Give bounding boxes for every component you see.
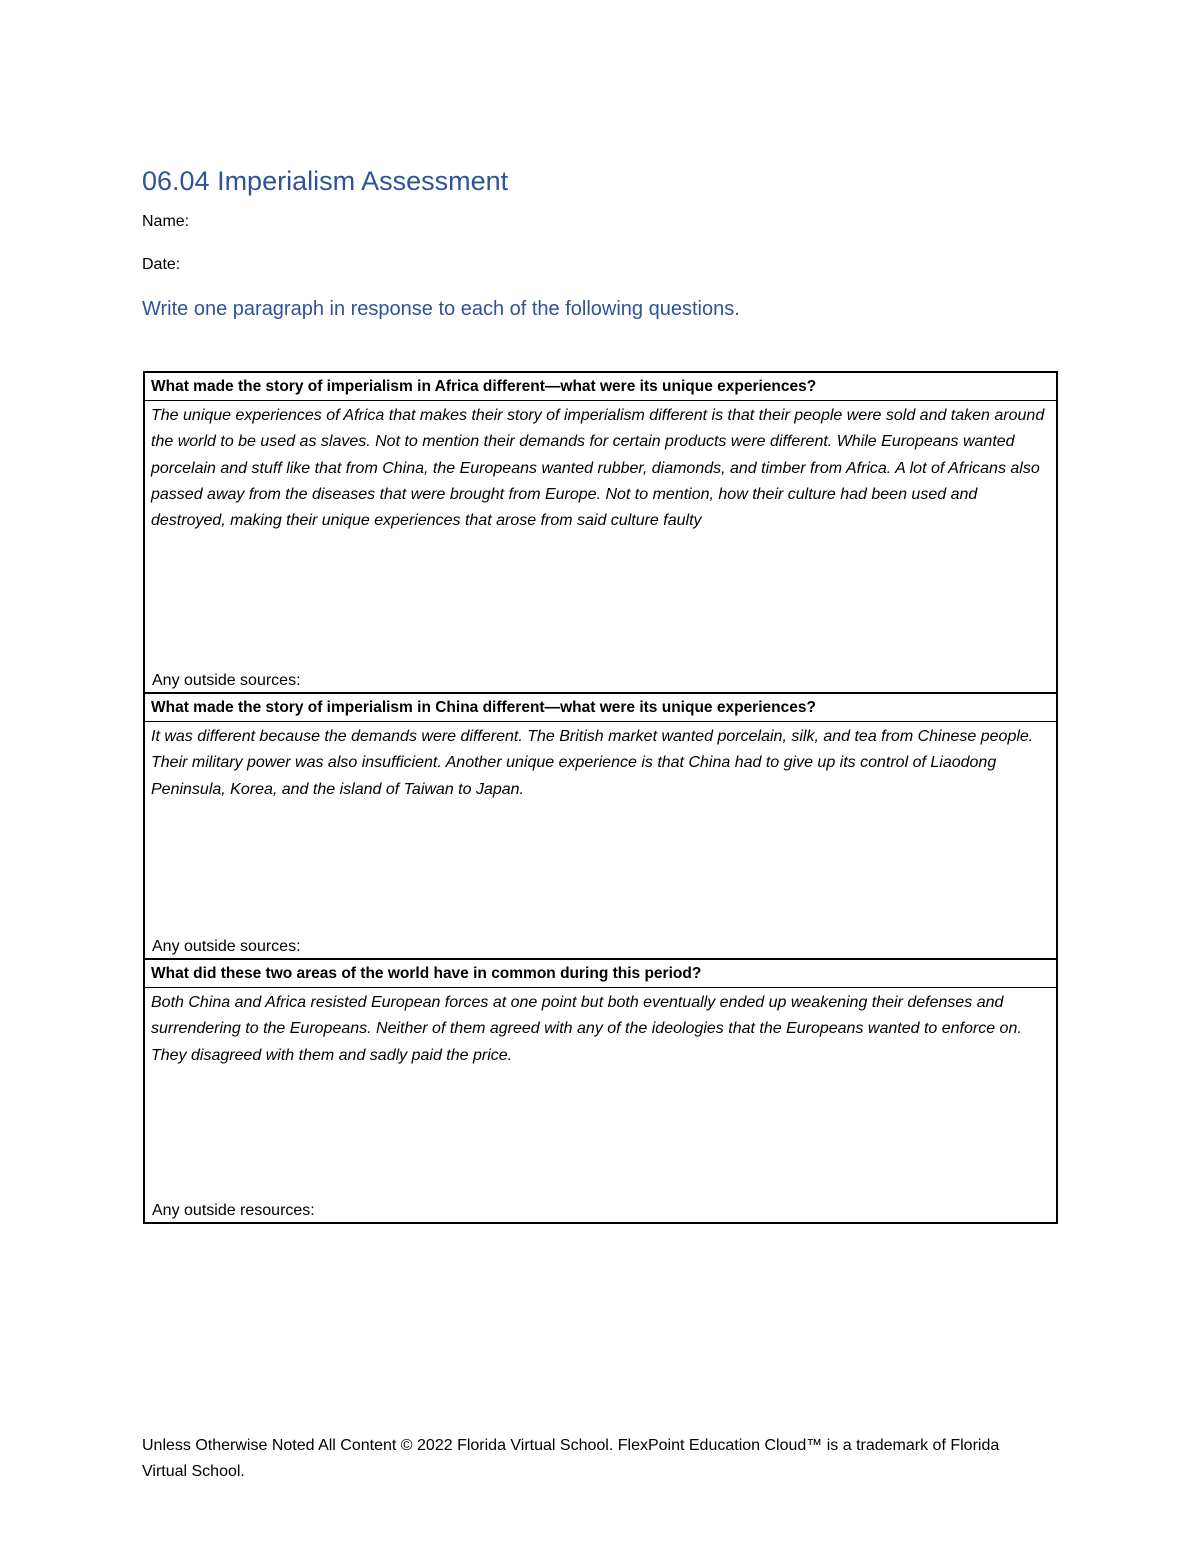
question-row (144, 693, 1057, 722)
sources-label-china: Any outside sources: (152, 938, 301, 955)
instructions-heading: Write one paragraph in response to each of the following questions. (142, 298, 740, 320)
answer-row (144, 722, 1057, 960)
copyright-footer: Unless Otherwise Noted All Content © 2022 Florida Virtual School. FlexPoint Education Cloud™ is a trademark of Florida Virtual School. (142, 1437, 1000, 1480)
question-africa: What made the story of imperialism in Africa different—what were its unique experiences? (144, 372, 1057, 401)
name-label: Name: (142, 213, 190, 230)
answer-cell-africa[interactable] (144, 401, 1057, 694)
page-title: 06.04 Imperialism Assessment (142, 166, 509, 196)
answer-cell-common[interactable] (144, 988, 1057, 1224)
answer-china: It was different because the demands were different. The British market wanted porcelain, silk, and tea from Chinese people. Their military power was also insufficient. Another unique experience is that China had to give up its control of Liaodong Peninsula, Korea, and the island of Taiwan to Japan. (151, 728, 1034, 798)
question-row (144, 372, 1057, 401)
answer-row (144, 401, 1057, 694)
answer-cell-china[interactable] (144, 722, 1057, 960)
answer-africa: The unique experiences of Africa that makes their story of imperialism different is that their people were sold and taken around the world to be used as slaves. Not to mention their demands for certain products were different. While Europeans wanted porcelain and stuff like that from China, the Europeans wanted rubber, diamonds, and timber from Africa. A lot of Africans also passed away from the diseases that were brought from Europe. Not to mention, how their culture had been used and destroyed, making their unique experiences that arose from said culture faulty (151, 407, 1045, 530)
answer-row (144, 988, 1057, 1224)
response-table (143, 371, 1058, 1224)
question-row (144, 959, 1057, 988)
sources-label-common: Any outside resources: (152, 1202, 315, 1219)
sources-label-africa: Any outside sources: (152, 672, 301, 689)
question-china: What made the story of imperialism in China different—what were its unique experiences? (144, 693, 1057, 722)
answer-common: Both China and Africa resisted European forces at one point but both eventually ended up weakening their defenses and surrendering to the Europeans. Neither of them agreed with any of the ideologies that the Europeans wanted to enforce on. They disagreed with them and sadly paid the price. (151, 994, 1022, 1064)
question-common: What did these two areas of the world have in common during this period? (144, 959, 1057, 988)
date-label: Date: (142, 256, 181, 273)
